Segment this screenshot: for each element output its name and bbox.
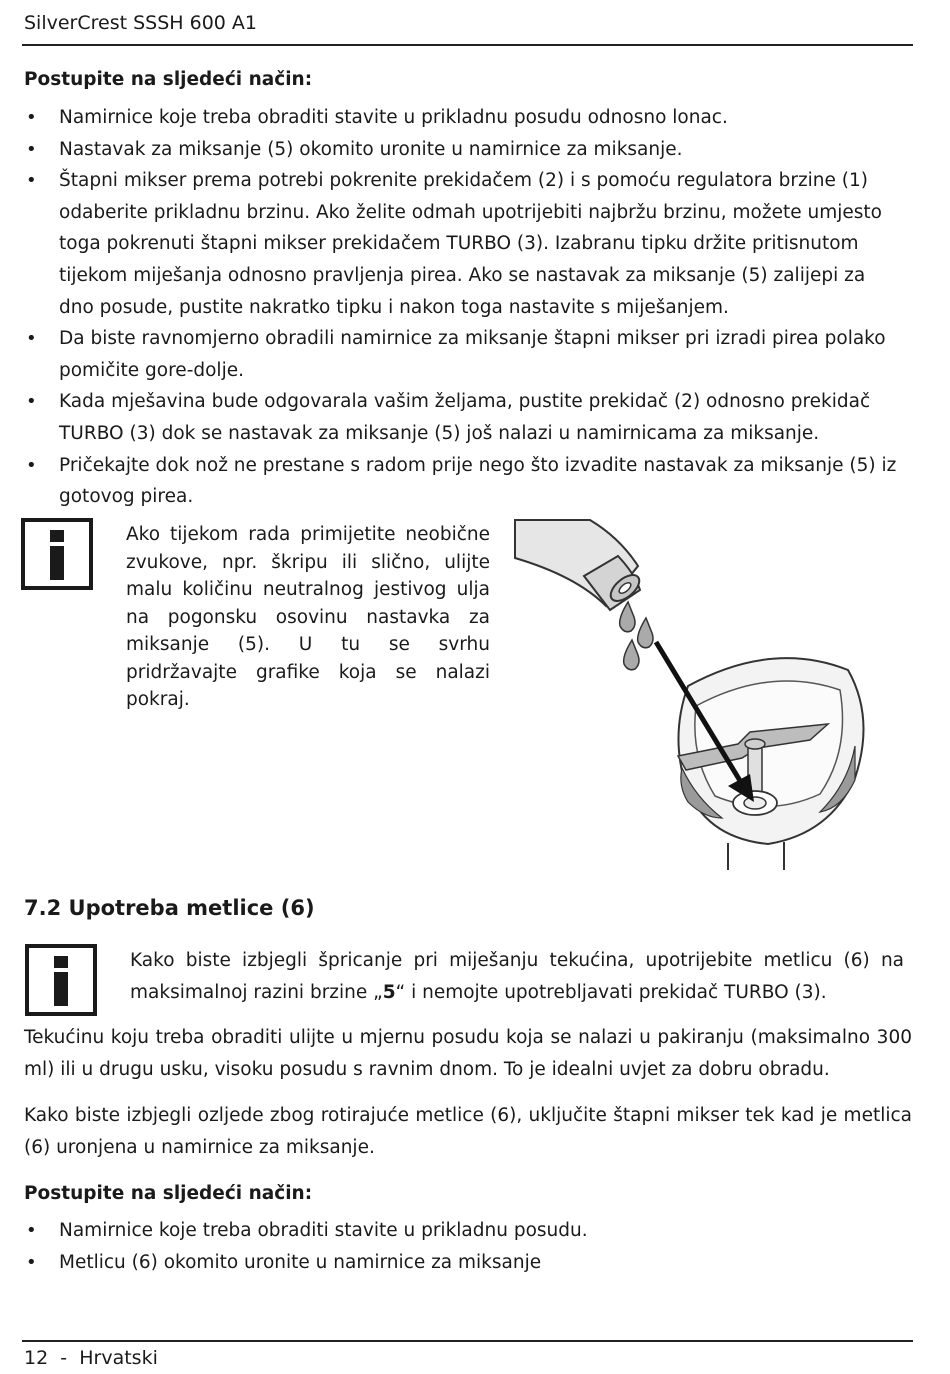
list-item: • Nastavak za miksanje (5) okomito uronite u namirnice za miksanje. [24, 134, 904, 166]
procedure-heading: Postupite na sljedeći način: [24, 1183, 313, 1204]
page-number: 12 [24, 1347, 49, 1369]
list-item: • Namirnice koje treba obraditi stavite u prikladnu posudu. [24, 1215, 904, 1247]
list-item: • Metlicu (6) okomito uronite u namirnice za miksanje [24, 1247, 904, 1279]
list-item: • Da biste ravnomjerno obradili namirnice za miksanje štapni mikser pri izradi pirea polako pomičite gore-dolje. [24, 323, 904, 386]
header-rule [22, 44, 913, 46]
speed-level: 5 [382, 982, 396, 1003]
paragraph: Tekućinu koju treba obraditi ulijte u mjernu posudu koja se nalazi u pakiranju (maksimalno 300 ml) ili u drugu usku, visoku posudu s ravnim dnom. To je idealni uvjet za dobru obradu. [24, 1027, 912, 1080]
list-item: • Namirnice koje treba obraditi stavite u prikladnu posudu odnosno lonac. [24, 102, 904, 134]
procedure-list [24, 1215, 904, 1278]
paragraph: Kako biste izbjegli ozljede zbog rotirajuće metlice (6), uključite štapni mikser tek kad je metlica (6) uronjena u namirnice za miksanje. [24, 1105, 912, 1158]
list-item: • Štapni mikser prema potrebi pokrenite prekidačem (2) i s pomoću regulatora brzine (1) odaberite prikladnu brzinu. Ako želite odmah upotrijebiti najbržu brzinu, možete umjesto toga pokrenuti štapni mikser prekidačem TURBO (3). Izabranu tipku držite pritisnutom tijekom miješanja odnosno pravljenja pirea. Ako se nastavak za miksanje (5) zalijepi za dno posude, pustite nakratko tipku i nakon toga nastavite s miješanjem. [24, 165, 904, 323]
page-footer: 12 - Hrvatski [24, 1347, 158, 1369]
whisk-note: Kako biste izbjegli špricanje pri miješanju tekućina, upotrijebite metlicu (6) na maksimalnoj razini brzine „5“ i nemojte upotrebljavati prekidač TURBO (3). [130, 950, 904, 1003]
footer-language: Hrvatski [79, 1347, 158, 1369]
list-item: • Pričekajte dok nož ne prestane s radom prije nego što izvadite nastavak za miksanje (5) iz gotovog pirea. [24, 450, 904, 513]
info-icon [21, 518, 93, 590]
procedure-list [24, 102, 904, 513]
section-heading: 7.2 Upotreba metlice (6) [24, 896, 315, 920]
info-icon [25, 944, 97, 1016]
procedure-heading: Postupite na sljedeći način: [24, 69, 313, 90]
oil-note: Ako tijekom rada primijetite neobične zvukove, npr. škripu ili slično, ulijte malu količinu neutralnog jestivog ulja na pogonsku osovinu nastavka za miksanje (5). U tu se svrhu pridržavajte grafike koja se nalazi pokraj. [126, 524, 490, 710]
document-header: SilverCrest SSSH 600 A1 [24, 12, 258, 34]
footer-rule [22, 1340, 913, 1342]
oil-drop-blender-illustration [510, 518, 920, 870]
list-item: • Kada mješavina bude odgovarala vašim željama, pustite prekidač (2) odnosno prekidač TURBO (3) dok se nastavak za miksanje (5) još nalazi u namirnicama za miksanje. [24, 386, 904, 449]
